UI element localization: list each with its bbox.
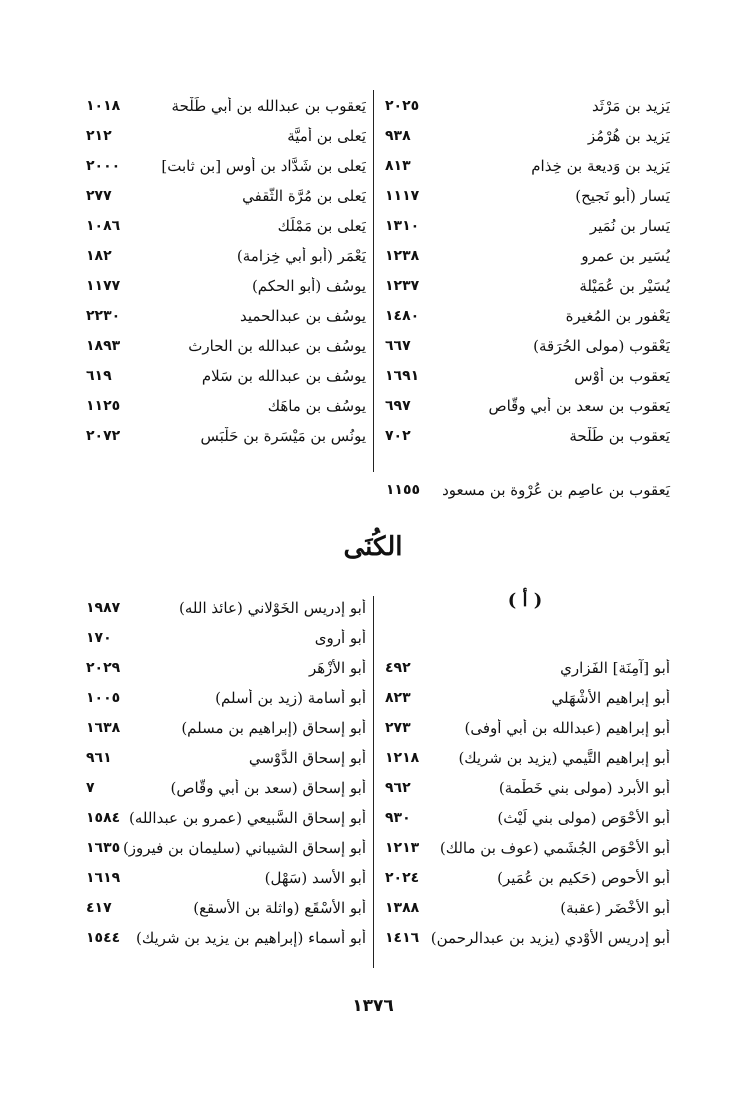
entry-row — [86, 421, 366, 451]
entry-number: ٢٠٢٤ — [385, 870, 420, 886]
entry-number: ١٤٨٠ — [385, 308, 420, 324]
entry-row — [385, 361, 670, 391]
entry-row — [86, 713, 366, 743]
entry-name: يَزيد بن وَديعة بن خِذام — [531, 157, 670, 175]
entry-row — [86, 181, 366, 211]
entry-number: ١١٧٧ — [86, 278, 121, 294]
entry-row — [385, 241, 670, 271]
entry-row — [385, 923, 670, 953]
entry-row-last — [350, 475, 670, 505]
entry-name: أبو الأحْوَص الجُشَمي (عوف بن مالك) — [439, 839, 670, 857]
entry-number: ٩٦١ — [86, 750, 112, 766]
entry-row — [385, 833, 670, 863]
entry-row — [86, 331, 366, 361]
entry-name: يونُس بن مَيْسَرة بن حَلْبَس — [200, 427, 366, 445]
entry-number: ٨٢٣ — [385, 690, 411, 706]
entry-name: أبو [آمِنَة] الفَزاري — [560, 659, 670, 677]
entry-number: ١٩٨٧ — [86, 600, 121, 616]
entry-name: أبو الأحْوَص (مولى بني لَيْث) — [497, 809, 670, 827]
entry-name: يَزيد بن مَرْثَد — [592, 97, 670, 115]
entry-number: ١٥٤٤ — [86, 930, 121, 946]
entry-name: أبو الأحوص (حَكيم بن عُمَير) — [497, 869, 670, 887]
entry-name: أبو إسحاق الدَّوْسي — [248, 749, 366, 767]
entry-number: ٢٠٢٥ — [385, 98, 420, 114]
names-left-column — [86, 91, 366, 451]
entry-row — [385, 151, 670, 181]
column-divider-top — [373, 90, 374, 472]
entry-name: أبو أسامة (زيد بن أسلم) — [215, 689, 366, 707]
letter-subheading: ( أ ) — [507, 590, 543, 611]
entry-number: ٧ — [86, 780, 95, 796]
entry-name: أبو الأسْقَع (واثلة بن الأسقع) — [193, 899, 366, 917]
kunya-left-column — [86, 593, 366, 953]
entry-number: ٧٠٢ — [385, 428, 411, 444]
entry-row — [385, 271, 670, 301]
entry-name: يَعْفور بن المُغيرة — [565, 307, 670, 325]
entry-name: أبو إسحاق السَّبيعي (عمرو بن عبدالله) — [128, 809, 366, 827]
entry-name: يوسُف (أبو الحكم) — [251, 277, 366, 295]
entry-number: ١٢٣٧ — [385, 278, 420, 294]
entry-number: ٦٦٧ — [385, 338, 411, 354]
entry-row — [86, 773, 366, 803]
entry-row — [86, 653, 366, 683]
entry-name: يَعقوب بن سعد بن أبي وقّاص — [488, 397, 670, 415]
entry-row — [86, 833, 366, 863]
entry-row — [86, 593, 366, 623]
entry-number: ١١١٧ — [385, 188, 420, 204]
entry-number: ٤٩٢ — [385, 660, 411, 676]
entry-row — [86, 271, 366, 301]
entry-name: أبو إبراهيم التَّيمي (يزيد بن شريك) — [458, 749, 670, 767]
entry-number: ١٠٠٥ — [86, 690, 121, 706]
entry-row — [86, 683, 366, 713]
entry-name: أبو إسحاق (سعد بن أبي وقّاص) — [170, 779, 366, 797]
entry-name: أبو الأزْهَر — [308, 659, 366, 677]
entry-row — [385, 301, 670, 331]
entry-number: ٢١٢ — [86, 128, 112, 144]
entry-number: ١٦٩١ — [385, 368, 420, 384]
entry-number: ١٨٢ — [86, 248, 112, 264]
entry-name: أبو إسحاق الشيباني (سليمان بن فيروز) — [122, 839, 366, 857]
entry-name: يَعقوب بن أَوْس — [574, 367, 670, 385]
entry-number: ٩٣٨ — [385, 128, 411, 144]
entry-name: يَعْمَر (أبو أبي خِزامة) — [236, 247, 366, 265]
entry-row — [385, 893, 670, 923]
entry-row — [385, 863, 670, 893]
entry-name: أبو إدريس الخَوْلاني (عائذ الله) — [179, 599, 366, 617]
entry-name: يَعقوب بن عاصِم بن عُرْوة بن مسعود — [442, 481, 670, 499]
entry-name: أبو إسحاق (إبراهيم بن مسلم) — [181, 719, 366, 737]
entry-number: ٢٠٠٠ — [86, 158, 121, 174]
entry-name: يَزيد بن هُرْمُز — [587, 127, 670, 145]
entry-row — [86, 301, 366, 331]
entry-number: ٢٧٣ — [385, 720, 411, 736]
entry-name: أبو الأبرد (مولى بني خَطْمة) — [498, 779, 670, 797]
entry-row — [385, 181, 670, 211]
entry-name: يوسُف بن عبدالله بن سَلام — [201, 367, 366, 385]
entry-number: ١٥٨٤ — [86, 810, 121, 826]
entry-name: أبو الأخْضَر (عقبة) — [560, 899, 670, 917]
entry-number: ٢٠٧٢ — [86, 428, 121, 444]
entry-name: يُسَير بن عمرو — [581, 247, 670, 265]
entry-name: يَسار (أبو نَجيح) — [575, 187, 670, 205]
entry-name: يَعْقوب (مولى الحُرَقة) — [533, 337, 670, 355]
entry-number: ١٠٨٦ — [86, 218, 121, 234]
entry-name: أبو إدريس الأَوْدي (يزيد بن عبدالرحمن) — [430, 929, 670, 947]
entry-name: يَعلى بن مُرَّة الثَّقفي — [242, 187, 366, 205]
entry-number: ١١٥٥ — [385, 482, 421, 498]
kunya-right-column — [385, 653, 670, 953]
entry-number: ١٨٩٣ — [86, 338, 121, 354]
entry-row — [385, 421, 670, 451]
entry-name: يَعلى بن شَدَّاد بن أوس [بن ثابت] — [161, 157, 366, 175]
entry-number: ١٢٣٨ — [385, 248, 420, 264]
entry-number: ١١٢٥ — [86, 398, 121, 414]
entry-name: يَعقوب بن طَلْحة — [569, 427, 670, 445]
entry-number: ١٧٠ — [86, 630, 112, 646]
entry-row — [385, 91, 670, 121]
entry-name: يوسُف بن عبدالله بن الحارِث — [188, 337, 366, 355]
entry-row — [385, 391, 670, 421]
entry-row — [86, 923, 366, 953]
entry-row — [86, 211, 366, 241]
entry-row — [385, 331, 670, 361]
entry-number: ٤١٧ — [86, 900, 112, 916]
entry-name: يَعقوب بن عبدالله بن أبي طَلْحة — [171, 97, 366, 115]
entry-row — [385, 211, 670, 241]
entry-name: يَسار بن نُمَير — [589, 217, 670, 235]
entry-name: يُسَيْر بن عُمَيْلة — [579, 277, 670, 295]
entry-name: أبو إبراهيم الأَشْهَلي — [551, 689, 670, 707]
entry-number: ٦١٩ — [86, 368, 112, 384]
entry-number: ٦٩٧ — [385, 398, 411, 414]
entry-row — [86, 863, 366, 893]
entry-name: أبو أسماء (إبراهيم بن يزيد بن شريك) — [136, 929, 366, 947]
entry-row — [86, 893, 366, 923]
entry-row — [86, 623, 366, 653]
names-right-column — [385, 91, 670, 451]
entry-row — [86, 391, 366, 421]
entry-number: ١٣١٠ — [385, 218, 420, 234]
entry-number: ٢٢٣٠ — [86, 308, 121, 324]
entry-name: يَعلى بن أُميَّة — [287, 127, 366, 145]
entry-number: ٢٧٧ — [86, 188, 112, 204]
entry-row — [86, 743, 366, 773]
section-heading: الكُنَى — [343, 532, 403, 562]
entry-row — [86, 121, 366, 151]
entry-number: ١٢١٣ — [385, 840, 420, 856]
entry-row — [385, 121, 670, 151]
entry-number: ١٢١٨ — [385, 750, 420, 766]
entry-name: يوسُف بن ماهَك — [267, 397, 366, 415]
entry-row — [86, 803, 366, 833]
entry-number: ٩٦٢ — [385, 780, 411, 796]
entry-row — [86, 91, 366, 121]
entry-number: ٢٠٢٩ — [86, 660, 121, 676]
entry-number: ١٦٣٥ — [86, 840, 121, 856]
entry-number: ١٣٨٨ — [385, 900, 420, 916]
entry-name: يوسُف بن عبدالحميد — [240, 307, 366, 325]
entry-name: يَعلى بن مَمْلَك — [277, 217, 366, 235]
entry-row — [86, 361, 366, 391]
entry-row — [86, 241, 366, 271]
page-number: ١٣٧٦ — [352, 996, 394, 1016]
entry-row — [385, 653, 670, 683]
entry-row — [385, 743, 670, 773]
entry-number: ١٤١٦ — [385, 930, 420, 946]
entry-row — [385, 773, 670, 803]
entry-row — [385, 803, 670, 833]
entry-name: أبو الأسد (سَهْل) — [264, 869, 366, 887]
entry-row — [385, 713, 670, 743]
entry-number: ١٠١٨ — [86, 98, 121, 114]
entry-number: ٨١٣ — [385, 158, 411, 174]
entry-row — [86, 151, 366, 181]
entry-row — [385, 683, 670, 713]
column-divider-bottom — [373, 596, 374, 968]
entry-number: ١٦٣٨ — [86, 720, 121, 736]
entry-number: ١٦١٩ — [86, 870, 121, 886]
entry-name: أبو أروى — [314, 629, 366, 647]
entry-number: ٩٣٠ — [385, 810, 411, 826]
entry-name: أبو إبراهيم (عبدالله بن أبي أوفى) — [464, 719, 670, 737]
